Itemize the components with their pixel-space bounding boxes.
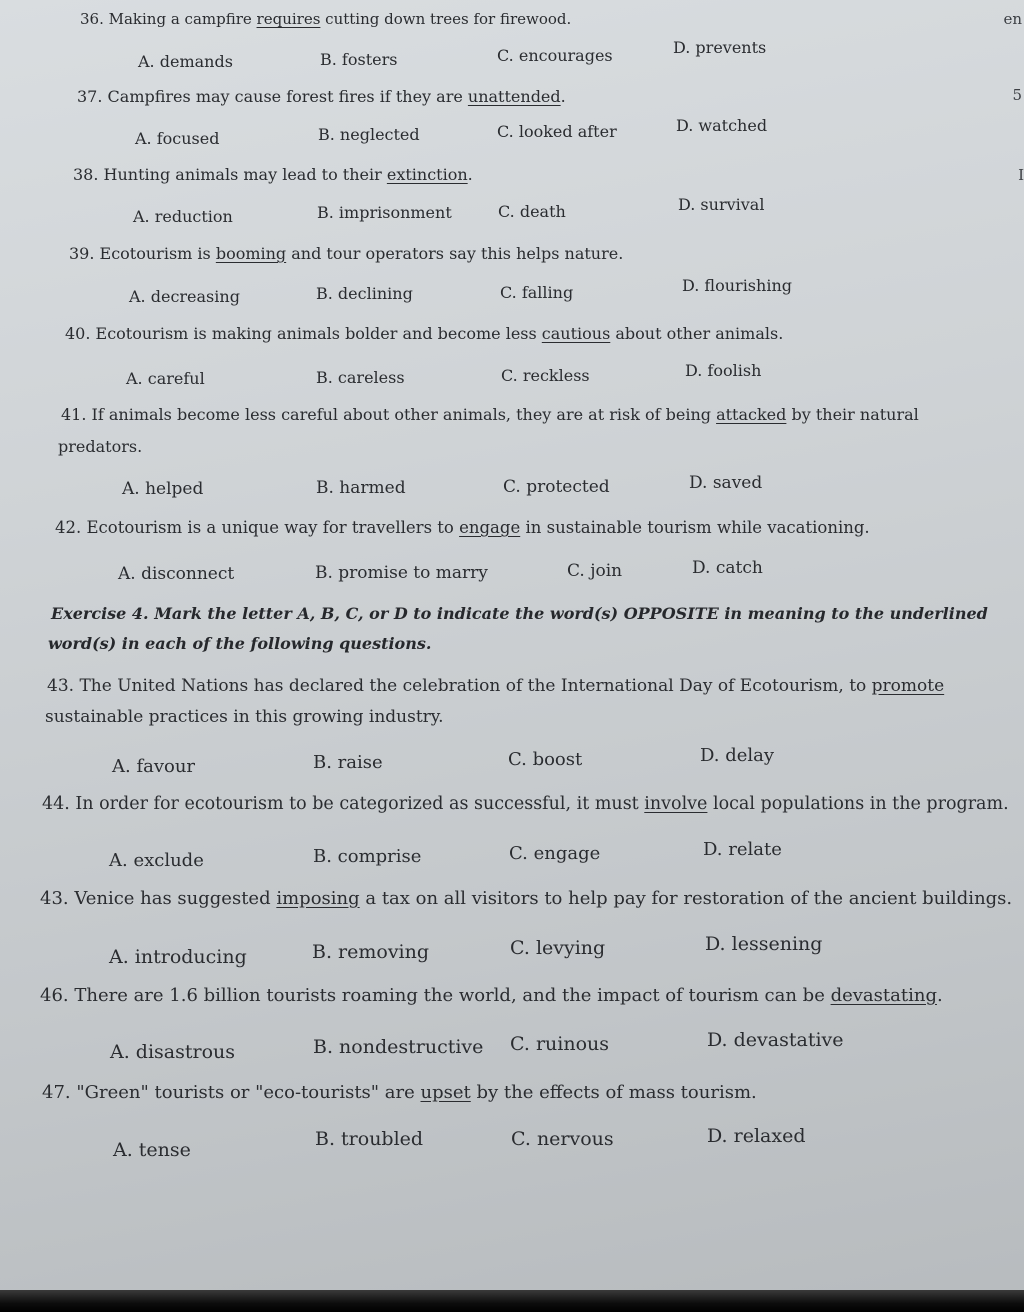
option-c[interactable]: C. ruinous [510,1033,609,1055]
option-c[interactable]: C. reckless [501,366,590,385]
underlined-word: requires [256,10,321,28]
option-d[interactable]: D. relate [703,839,782,860]
option-c[interactable]: C. encourages [497,46,613,65]
option-b[interactable]: B. nondestructive [313,1036,484,1058]
underlined-word: engage [459,518,521,537]
option-c[interactable]: C. falling [500,283,574,302]
question-stem: 47. "Green" tourists or "eco-tourists" are upset by the effects of mass tourism. [42,1082,757,1103]
underlined-word: attacked [716,405,787,424]
underlined-word: imposing [276,888,360,909]
option-d[interactable]: D. relaxed [707,1125,806,1147]
question-stem: 43. The United Nations has declared the celebration of the International Day of Ecotourism, to promote [47,676,945,696]
option-c[interactable]: C. join [567,561,623,581]
option-c[interactable]: C. protected [503,477,610,497]
question-stem: 39. Ecotourism is booming and tour operators say this helps nature. [69,244,624,263]
option-d[interactable]: D. saved [689,473,763,493]
underlined-word: booming [215,244,287,263]
question-stem: 44. In order for ecotourism to be categorized as successful, it must involve local populations in the program. [42,794,1009,814]
exercise-heading-continued: word(s) in each of the following questions. [48,634,432,653]
option-c[interactable]: C. levying [510,937,606,959]
option-a[interactable]: A. favour [112,756,196,777]
option-c[interactable]: C. boost [508,749,583,770]
question-stem: 37. Campfires may cause forest fires if they are unattended. [77,87,566,106]
underlined-word: devastating [830,985,937,1006]
option-b[interactable]: B. careless [316,368,405,387]
margin-text: en [1003,10,1022,28]
option-b[interactable]: B. imprisonment [317,203,452,222]
option-a[interactable]: A. exclude [109,850,204,871]
option-a[interactable]: A. reduction [133,207,233,226]
question-stem: 41. If animals become less careful about other animals, they are at risk of being attacked by their natural [61,405,919,424]
question-stem-continued: sustainable practices in this growing industry. [45,707,444,727]
option-a[interactable]: A. decreasing [129,287,240,306]
option-d[interactable]: D. delay [700,745,775,766]
option-c[interactable]: C. death [498,202,566,221]
option-d[interactable]: D. devastative [707,1029,844,1051]
margin-text: 5 [1012,86,1022,104]
page-bottom-shadow [0,1290,1024,1312]
option-d[interactable]: D. prevents [673,38,767,57]
option-d[interactable]: D. catch [692,558,763,578]
option-b[interactable]: B. fosters [320,50,398,69]
option-a[interactable]: A. disconnect [118,564,235,584]
question-stem-continued: predators. [58,437,143,456]
question-stem: 36. Making a campfire requires cutting down trees for firewood. [80,10,572,28]
option-d[interactable]: D. foolish [685,361,762,380]
option-a[interactable]: A. demands [138,52,233,71]
option-a[interactable]: A. tense [113,1139,191,1161]
underlined-word: upset [420,1082,471,1103]
option-b[interactable]: B. neglected [318,125,420,144]
option-b[interactable]: B. promise to marry [315,563,488,583]
option-a[interactable]: A. focused [135,129,220,148]
exercise-heading: Exercise 4. Mark the letter A, B, C, or D to indicate the word(s) OPPOSITE in meaning to the underlined [51,604,988,623]
option-a[interactable]: A. introducing [109,946,247,968]
option-d[interactable]: D. lessening [705,933,823,955]
margin-text: I [1018,166,1024,184]
option-c[interactable]: C. engage [509,843,601,864]
option-a[interactable]: A. disastrous [110,1041,236,1063]
question-stem: 46. There are 1.6 billion tourists roaming the world, and the impact of tourism can be devastating. [40,985,943,1006]
question-stem: 43. Venice has suggested imposing a tax on all visitors to help pay for restoration of the ancient buildings. [40,888,1013,909]
question-stem: 40. Ecotourism is making animals bolder and become less cautious about other animals. [65,324,784,343]
option-b[interactable]: B. comprise [313,846,422,867]
option-d[interactable]: D. watched [676,116,768,135]
option-c[interactable]: C. looked after [497,122,617,141]
option-a[interactable]: A. careful [126,369,205,388]
option-b[interactable]: B. raise [313,752,383,773]
option-b[interactable]: B. declining [316,284,413,303]
option-d[interactable]: D. survival [678,195,765,214]
underlined-word: involve [644,794,708,814]
question-stem: 42. Ecotourism is a unique way for travellers to engage in sustainable tourism while vacationing. [55,518,870,537]
underlined-word: extinction [386,165,468,184]
option-b[interactable]: B. troubled [315,1128,424,1150]
underlined-word: cautious [541,324,611,343]
option-b[interactable]: B. removing [312,941,430,963]
underlined-word: promote [871,676,945,696]
option-c[interactable]: C. nervous [511,1128,614,1150]
underlined-word: unattended [467,87,561,106]
option-b[interactable]: B. harmed [316,478,406,498]
option-a[interactable]: A. helped [122,479,204,499]
option-d[interactable]: D. flourishing [682,276,792,295]
question-stem: 38. Hunting animals may lead to their extinction. [73,165,473,184]
